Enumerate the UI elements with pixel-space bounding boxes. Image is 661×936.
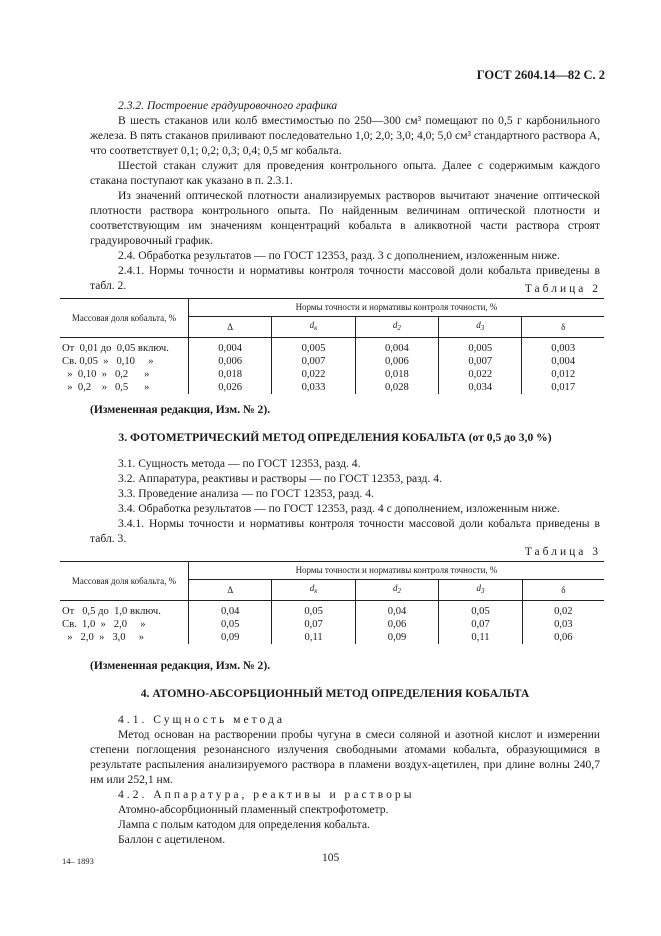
page-header: ГОСТ 2604.14—82 С. 2 xyxy=(476,68,605,82)
paragraph: 2.4.1. Нормы точности и нормативы контроля точности массовой доли кобальта приведены в табл. 2. xyxy=(90,264,600,292)
paragraph: 3.2. Аппаратура, реактивы и растворы — по ГОСТ 12353, разд. 4. xyxy=(118,472,442,485)
col-d3: $d_3$ xyxy=(439,580,522,601)
table-header-group: Нормы точности и нормативы контроля точности, % xyxy=(189,562,605,580)
revision-note-2: (Измененная редакция, Изм. № 2). xyxy=(90,659,271,672)
col-small-delta: δ xyxy=(522,580,604,601)
subsection-title: 2.3.2. Построение градуировочного графика xyxy=(118,99,338,112)
subsection-title: 4.1. Сущность метода xyxy=(118,713,286,726)
paragraph: В шесть стаканов или колб вместимостью по 250—300 см³ помещают по 0,5 г карбонильного железа. В пять стаканов приливают последовательно 1,0; 2,0; 3,0; 4,0; 5,0 см³ стандартного раствора А, что соответствует 0,1; 0,2; 0,3; 0,4; 0,5 мг кобальта. xyxy=(90,114,600,157)
table-2 xyxy=(60,298,604,394)
paragraph: 3.3. Проведение анализа — по ГОСТ 12353, разд. 4. xyxy=(118,487,374,500)
list-item: Баллон с ацетиленом. xyxy=(118,833,226,846)
section-4 xyxy=(90,712,600,847)
col-d2: $d_2$ xyxy=(355,580,438,601)
table-header-mass-fraction: Массовая доля кобальта, % xyxy=(60,299,189,338)
paragraph: Метод основан на растворении пробы чугуна в смеси соляной и азотной кислот и измерении степени поглощения резонансного излучения свободными атомами кобальта, образующимися в результате распыления анализируемого раствора в пламени воздух-ацетилен, при длине волны 240,7 нм или 252,1 нм. xyxy=(90,728,600,786)
table-row: Св. 1,0 » 2,0 » 0,05 0,07 0,06 0,07 0,03 xyxy=(62,619,573,630)
list-item: Лампа с полым катодом для определения кобальта. xyxy=(118,818,370,831)
revision-note-1: (Измененная редакция, Изм. № 2). xyxy=(90,403,271,416)
col-d2: $d_2$ xyxy=(355,317,438,338)
section-2-3-2 xyxy=(90,98,600,293)
table-row: От 0,01 до 0,05 включ. 0,004 0,005 0,004 0,005 0,003 xyxy=(60,338,604,356)
table-3 xyxy=(60,561,604,644)
table-2-caption: Таблица 2 xyxy=(524,283,601,295)
table-row: » 0,2 » 0,5 » 0,026 0,033 0,028 0,034 0,017 xyxy=(62,382,576,393)
paragraph: Шестой стакан служит для проведения контрольного опыта. Далее с содержимым каждого стакана поступают как указано в п. 2.3.1. xyxy=(90,159,600,187)
col-dk: $d_к$ xyxy=(272,317,355,338)
subsection-title: 4.2. Аппаратура, реактивы и растворы xyxy=(118,788,415,801)
col-delta: Δ xyxy=(189,317,272,338)
col-d3: $d_3$ xyxy=(439,317,522,338)
paragraph: 3.4. Обработка результатов — по ГОСТ 12353, разд. 4 с дополнением, изложенным ниже. xyxy=(118,502,560,515)
col-dk: $d_к$ xyxy=(272,580,355,601)
paragraph: 2.4. Обработка результатов — по ГОСТ 12353, разд. 3 с дополнением, изложенным ниже. xyxy=(118,249,560,262)
list-item: Атомно-абсорбционный пламенный спектрофотометр. xyxy=(118,803,389,816)
col-delta: Δ xyxy=(189,580,272,601)
paragraph: 3.4.1. Нормы точности и нормативы контроля точности массовой доли кобальта приведены в табл. 3. xyxy=(90,517,600,545)
section-3-title: 3. ФОТОМЕТРИЧЕСКИЙ МЕТОД ОПРЕДЕЛЕНИЯ КОБАЛЬТА (от 0,5 до 3,0 %) xyxy=(118,431,552,444)
table-3-caption: Таблица 3 xyxy=(524,546,601,558)
section-3 xyxy=(90,456,600,546)
col-small-delta: δ xyxy=(522,317,604,338)
table-row: Св. 0,05 » 0,10 » 0,006 0,007 0,006 0,007 0,004 xyxy=(62,356,576,367)
table-row: » 2,0 » 3,0 » 0,09 0,11 0,09 0,11 0,06 xyxy=(62,632,573,643)
print-mark: 14– 1893 xyxy=(62,856,94,866)
paragraph: 3.1. Сущность метода — по ГОСТ 12353, разд. 4. xyxy=(118,457,361,470)
table-header-mass-fraction: Массовая доля кобальта, % xyxy=(60,562,189,601)
table-row: » 0,10 » 0,2 » 0,018 0,022 0,018 0,022 0,012 xyxy=(62,369,576,380)
page-number: 105 xyxy=(322,852,340,864)
table-header-group: Нормы точности и нормативы контроля точности, % xyxy=(189,299,605,317)
paragraph: Из значений оптической плотности анализируемых растворов вычитают значение оптической плотности раствора контрольного опыта. По найденным величинам оптической плотности и соответствующим им значениям концентраций кобальта в аликвотной части раствора строят градуировочный график. xyxy=(90,189,600,247)
table-row: От 0,5 до 1,0 включ. 0,04 0,05 0,04 0,05 0,02 xyxy=(60,601,604,619)
section-4-title: 4. АТОМНО-АБСОРБЦИОННЫЙ МЕТОД ОПРЕДЕЛЕНИЯ КОБАЛЬТА xyxy=(140,687,530,700)
